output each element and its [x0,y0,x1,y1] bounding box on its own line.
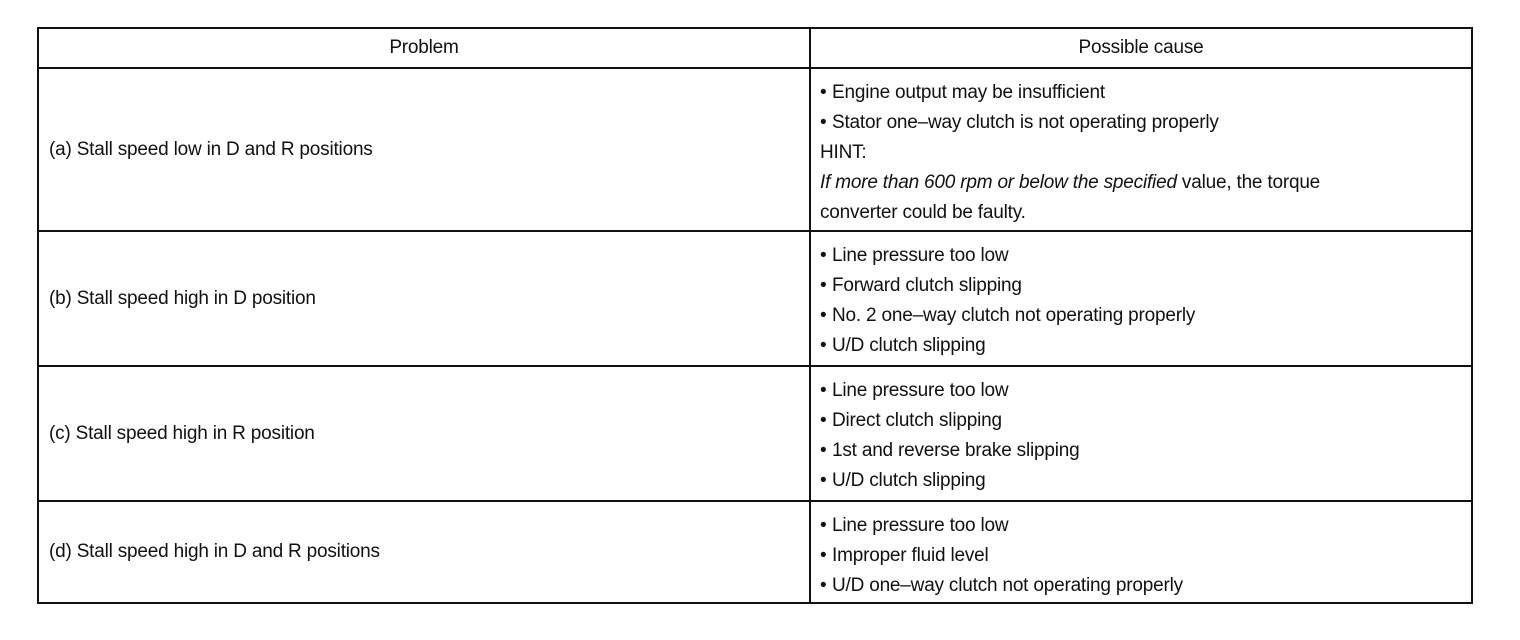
cause-item: • Engine output may be insufficient [820,78,1471,108]
cause-cell [811,502,1471,602]
header-possible-cause: Possible cause [1078,37,1204,58]
hint-text-line-2: converter could be faulty. [820,202,1026,223]
problem-cell: (c) Stall speed high in R position [39,367,811,500]
cause-item: • Improper fluid level [820,541,1471,571]
hint-text-line-1 [820,168,1471,198]
cause-item: • Stator one–way clutch is not operating properly [820,108,1471,138]
cause-cell [811,367,1471,500]
table-row [39,69,1471,232]
table-row [39,367,1471,502]
table-header-row [39,29,1471,69]
problem-cell: (a) Stall speed low in D and R positions [39,69,811,230]
cause-item: • Line pressure too low [820,376,1471,406]
cause-item: • Direct clutch slipping [820,406,1471,436]
hint-label: HINT: [820,142,867,163]
cause-item: • No. 2 one–way clutch not operating properly [820,301,1471,331]
table-row [39,232,1471,367]
hint-italic-text: If more than 600 rpm or below the specified [820,172,1177,193]
problem-cell: (d) Stall speed high in D and R positions [39,502,811,602]
cause-item: • 1st and reverse brake slipping [820,436,1471,466]
header-problem: Problem [39,29,811,67]
troubleshooting-table [37,27,1473,604]
cause-cell [811,69,1471,230]
cause-item: • U/D clutch slipping [820,331,1471,361]
cause-item: • Line pressure too low [820,241,1471,271]
cause-item: • U/D one–way clutch not operating properly [820,571,1471,601]
table-row [39,502,1471,604]
cause-item: • Forward clutch slipping [820,271,1471,301]
cause-cell [811,232,1471,365]
cause-item: • Line pressure too low [820,511,1471,541]
hint-normal-text: value, the torque [1176,172,1321,193]
cause-item: • U/D clutch slipping [820,466,1471,496]
problem-cell: (b) Stall speed high in D position [39,232,811,365]
